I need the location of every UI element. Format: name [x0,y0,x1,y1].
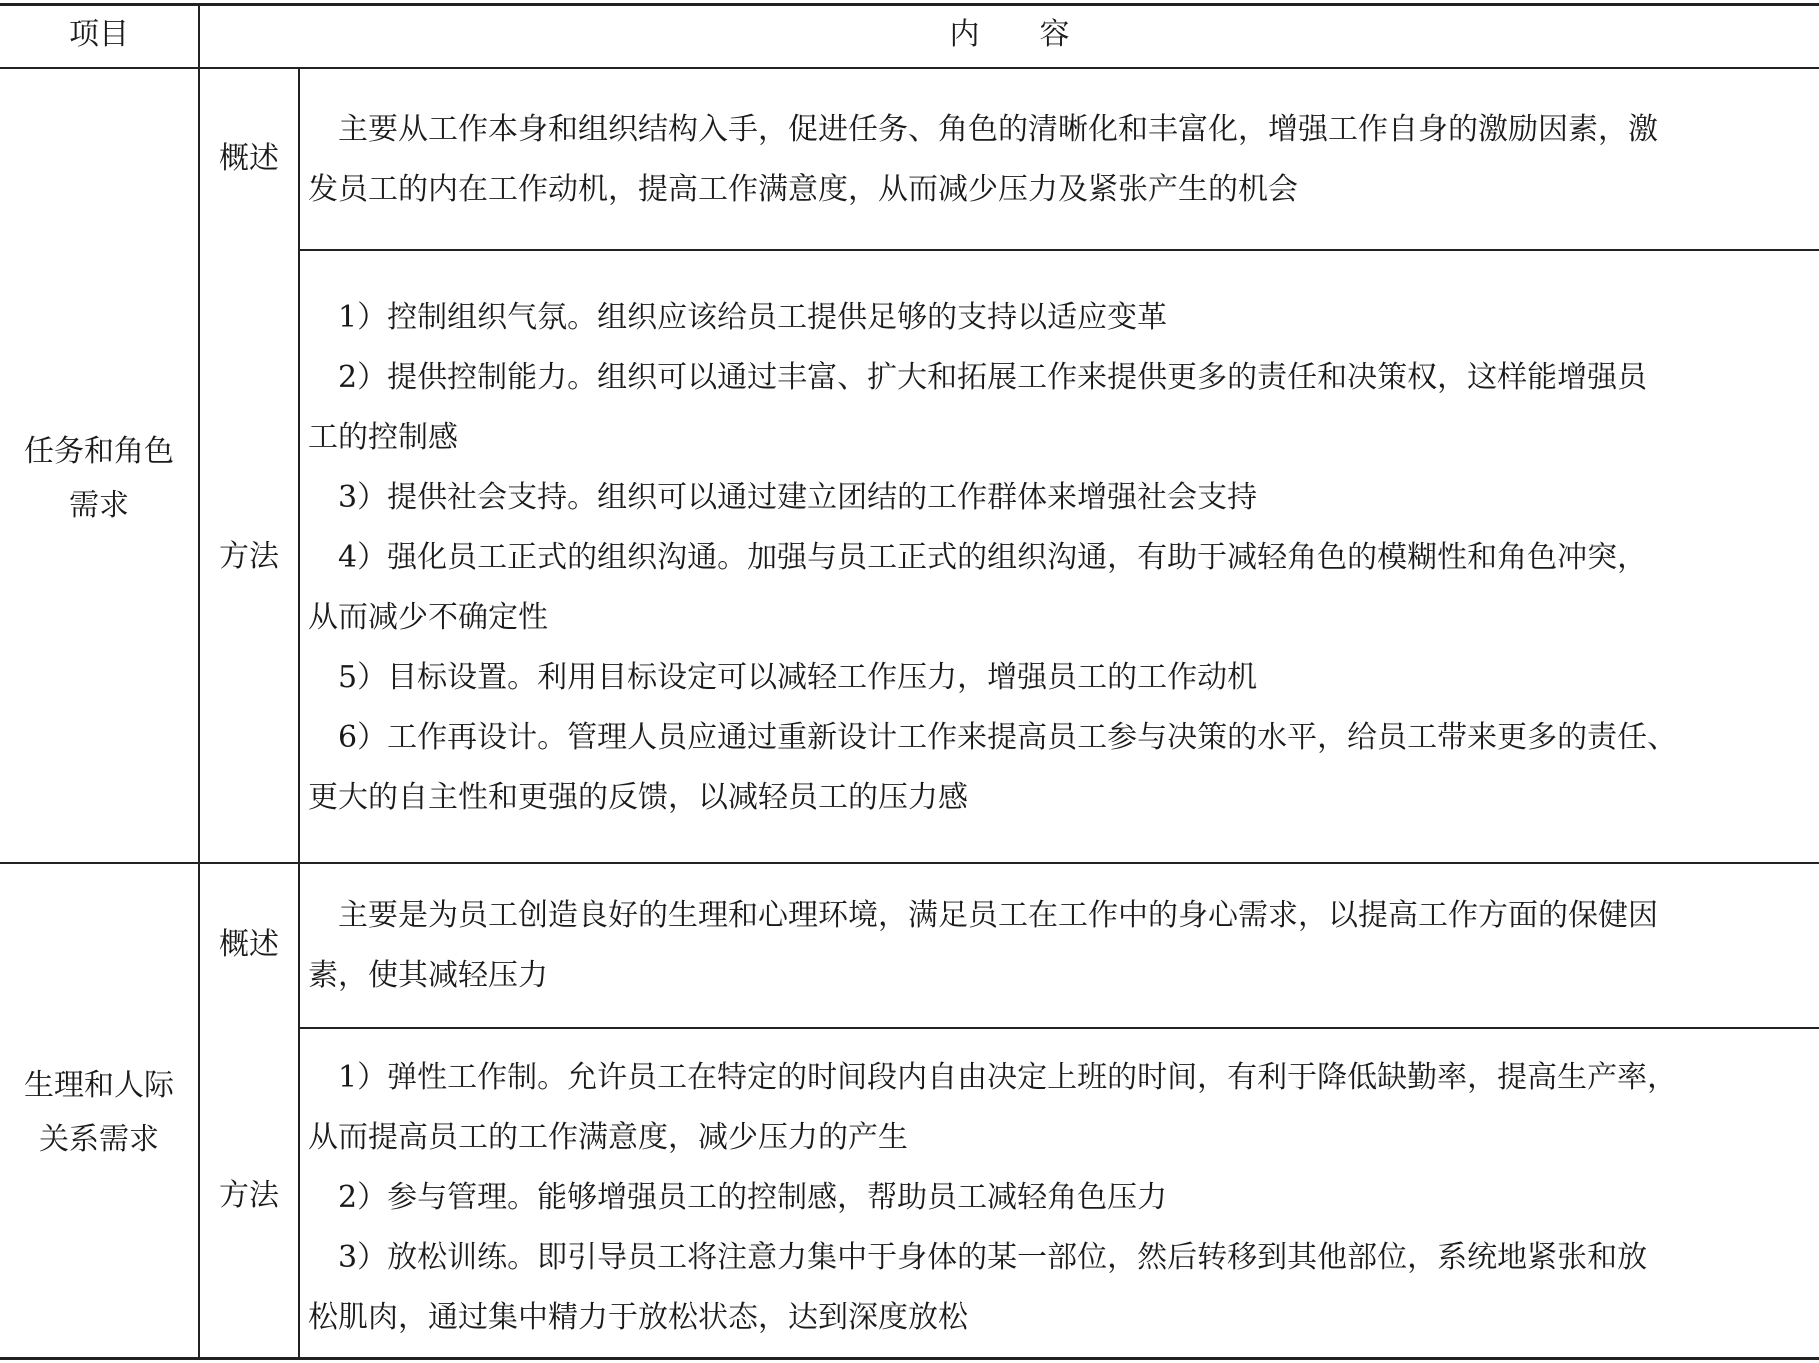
row-separator-rule [0,862,1819,864]
row2-overview-rule [298,1027,1819,1029]
header-bottom-rule [0,67,1819,69]
row2-category-line2: 关系需求 [39,1122,159,1157]
row1-method-line: 6）工作再设计。管理人员应通过重新设计工作来提高员工参与决策的水平，给员工带来更多的责任、 [308,720,1678,755]
header-item: 项目 [69,17,129,52]
row1-method-line: 4）强化员工正式的组织沟通。加强与员工正式的组织沟通，有助于减轻角色的模糊性和角色冲突， [308,540,1648,575]
row1-method-line: 3）提供社会支持。组织可以通过建立团结的工作群体来增强社会支持 [308,480,1258,515]
row2-method-line: 从而提高员工的工作满意度，减少压力的产生 [308,1120,908,1155]
table-bottom-rule [0,1357,1819,1360]
row1-method-line: 2）提供控制能力。组织可以通过丰富、扩大和拓展工作来提供更多的责任和决策权，这样能增强员 [308,360,1648,395]
row2-overview-line: 主要是为员工创造良好的生理和心理环境，满足员工在工作中的身心需求，以提高工作方面的保健因 [308,898,1658,933]
row1-overview-line: 主要从工作本身和组织结构入手，促进任务、角色的清晰化和丰富化，增强工作自身的激励因素，激 [308,112,1658,147]
row1-method-line: 更大的自主性和更强的反馈，以减轻员工的压力感 [308,780,968,815]
row1-method-line: 1）控制组织气氛。组织应该给员工提供足够的支持以适应变革 [308,300,1168,335]
row2-overview-text [308,886,1658,1006]
row2-method-line: 松肌肉，通过集中精力于放松状态，达到深度放松 [308,1300,968,1335]
row2-method-text [308,1048,1677,1348]
row1-method-line: 从而减少不确定性 [308,600,548,635]
row2-method-label: 方法 [219,1178,279,1213]
row1-overview-label: 概述 [219,141,279,176]
row1-method-line: 工的控制感 [308,420,458,455]
category-column-rule [198,3,200,1360]
row2-overview-line: 素，使其减轻压力 [308,958,548,993]
row1-overview-line: 发员工的内在工作动机，提高工作满意度，从而减少压力及紧张产生的机会 [308,172,1298,207]
row2-method-line: 2）参与管理。能够增强员工的控制感，帮助员工减轻角色压力 [308,1180,1168,1215]
row2-method-line: 1）弹性工作制。允许员工在特定的时间段内自由决定上班的时间，有利于降低缺勤率，提高生产率， [308,1060,1678,1095]
row2-category [0,1059,198,1167]
row1-overview-text [308,100,1658,220]
row1-category-line2: 需求 [69,488,129,523]
row1-method-text [308,288,1677,828]
header-content: 内 容 [949,17,1070,52]
row1-category-line1: 任务和角色 [24,434,174,469]
row2-overview-label: 概述 [219,927,279,962]
row2-method-line: 3）放松训练。即引导员工将注意力集中于身体的某一部位，然后转移到其他部位，系统地紧张和放 [308,1240,1648,1275]
label-column-rule [298,67,300,1360]
row1-method-label: 方法 [219,539,279,574]
row2-category-line1: 生理和人际 [24,1068,174,1103]
table-top-rule [0,3,1819,6]
row1-overview-rule [298,249,1819,251]
row1-method-line: 5）目标设置。利用目标设定可以减轻工作压力，增强员工的工作动机 [308,660,1258,695]
row1-category [0,425,198,533]
